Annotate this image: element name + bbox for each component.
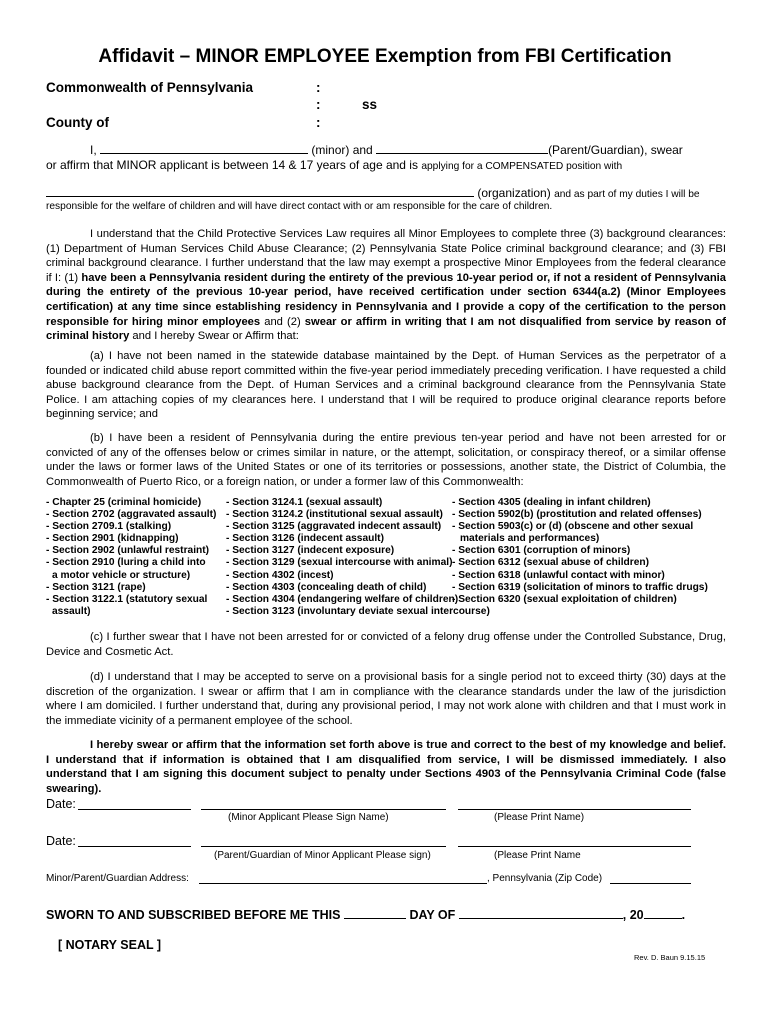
understand-bold-1: have been a Pennsylvania resident during the entirety of the previous 10-year period or, if not a resident of Pennsylvania during the entirety of the previous 10-year period, have received certification under section 6344(a.2) (Minor Employees certification) at any time since establishing residency in Pennsylvania and I provide a copy of the certification to the person responsible for hiring minor employees [46,271,727,328]
colon-2: : [316,97,321,112]
offense-item: - Section 3127 (indecent exposure) [226,545,395,557]
offense-item: - Section 6319 (solicitation of minors to traffic drugs) [452,581,708,593]
notary-seal: [ NOTARY SEAL ] [58,938,162,952]
oath-i: I, [90,143,97,157]
offense-item: - Section 6312 (sexual abuse of children) [452,557,650,569]
understand-paragraph [46,227,726,344]
understand-text-1: I understand that the Child Protective Services Law requires all Minor Employees to complete three (3) background clearances: (1) Department of Human Services Child Abuse Clearance; (2) Pennsylvania State Police criminal background clearance; and (3) FBI criminal background clearance. I further understand that the law may exempt a prospective Minor Employees from the federal clearance if I: (1) [46,228,726,284]
oath-org-tail: and as part of my duties I will be [554,189,700,200]
offense-item: - Section 4304 (endangering welfare of children) [226,593,459,605]
minor-name-field[interactable] [100,142,308,154]
offense-item: - Section 3123 (involuntary deviate sexual intercourse) [226,605,490,617]
sworn-month-field[interactable] [459,907,623,919]
offense-item: - Section 2709.1 (stalking) [46,521,172,533]
offense-item: - Section 4303 (concealing death of child) [226,581,427,593]
page-title: Affidavit – MINOR EMPLOYEE Exemption from FBI Certification [98,46,672,67]
offense-item: - Section 2702 (aggravated assault) [46,509,217,521]
offense-item: - Section 5903(c) or (d) (obscene and other sexual [452,521,694,533]
offense-item: - Section 4302 (incest) [226,569,334,581]
sworn-year-field[interactable] [644,907,682,919]
offense-item: - Section 4305 (dealing in infant children) [452,497,651,508]
date-field-2[interactable] [78,846,191,847]
organization-label: (organization) [477,186,551,200]
paragraph-c: (c) I further swear that I have not been arrested for or convicted of a felony drug offense under the Controlled Substance, Drug, Device and Cosmetic Act. [46,631,726,658]
offense-item: assault) [52,605,91,617]
date-label-1: Date: [46,797,76,811]
offense-item: - Section 2901 (kidnapping) [46,533,179,545]
commonwealth-label: Commonwealth of Pennsylvania [46,80,254,95]
offense-item: - Section 6318 (unlawful contact with minor) [452,569,665,581]
ss-label: ss [362,97,378,112]
sworn-period: . [681,908,686,922]
date-field-1[interactable] [78,809,191,810]
minor-signature-line[interactable] [201,809,446,810]
offense-item: - Chapter 25 (criminal homicide) [46,497,202,508]
sworn-line [46,907,685,922]
offense-item: - Section 5902(b) (prostitution and related offenses) [452,509,702,521]
minor-sign-caption: (Minor Applicant Please Sign Name) [228,812,389,823]
parent-signature-line[interactable] [201,846,446,847]
print-name-caption-2: (Please Print Name [494,850,581,861]
offense-item: - Section 3122.1 (statutory sexual [46,593,208,605]
offense-column-2 [226,497,490,618]
oath-line-1 [90,142,683,157]
offense-item: - Section 3124.2 (institutional sexual assault) [226,509,443,521]
offense-item: - Section 6320 (sexual exploitation of children) [452,593,677,605]
sworn-text: SWORN TO AND SUBSCRIBED BEFORE ME THIS [46,908,341,922]
swear-statement: I hereby swear or affirm that the information set forth above is true and correct to the best of my knowledge and belief. I understand that if information is obtained that I am disqualified from service, I will be dismissed immediately. I also understand that I am signing this document subject to penalty under Sections 4903 of the Pennsylvania Criminal Code (false swearing). [46,739,726,795]
sworn-year-prefix: , 20 [622,908,644,922]
parent-print-name-line[interactable] [458,846,691,847]
offense-item: a motor vehicle or structure) [52,569,191,581]
understand-bold-2: swear or affirm in writing that I am not disqualified from service by reason of criminal history [46,315,726,343]
oath-line-2a: or affirm that MINOR applicant is between 14 & 17 years of age and is [46,158,418,172]
minor-print-name-line[interactable] [458,809,691,810]
oath-line-2 [46,158,622,172]
oath-line-3 [46,185,700,200]
offense-item: - Section 3129 (sexual intercourse with animal) [226,557,453,569]
revision-note: Rev. D. Baun 9.15.15 [634,953,706,962]
parent-name-field[interactable] [376,142,548,154]
offense-item: - Section 3125 (aggravated indecent assault) [226,521,442,533]
colon-1: : [316,80,321,95]
print-name-caption-1: (Please Print Name) [494,812,585,823]
sworn-day-of: DAY OF [409,908,456,922]
offense-item: - Section 3126 (indecent assault) [226,533,384,545]
sworn-day-field[interactable] [344,907,406,919]
understand-text-2: and (2) [264,315,301,328]
oath-line-2b: applying for a COMPENSATED position with [421,161,623,172]
zip-field[interactable] [610,883,691,884]
offense-item: - Section 3124.1 (sexual assault) [226,497,383,508]
address-label: Minor/Parent/Guardian Address: [46,873,189,884]
offense-column-1 [46,497,216,618]
paragraph-d: (d) I understand that I may be accepted to serve on a provisional basis for a single period not to exceed thirty (30) days at the discretion of the organization. I swear or affirm that I am in compliance with the clearance standards under the law of the jurisdiction where I am domiciled. I further understand that, during any provisional period, I may not work alone with children and that I must work in the immediate vicinity of a permanent employee of the school. [46,671,726,727]
colon-3: : [316,115,321,130]
county-label: County of [46,115,109,130]
oath-minor-label: (minor) and [311,143,373,157]
offense-item: materials and performances) [460,533,600,545]
offense-item: - Section 3121 (rape) [46,581,146,593]
zip-label: , Pennsylvania (Zip Code) [487,873,603,884]
parent-sign-caption: (Parent/Guardian of Minor Applicant Please sign) [214,850,431,861]
offense-item: - Section 6301 (corruption of minors) [452,545,631,557]
oath-line-4: responsible for the welfare of children and will have direct contact with or am responsible for the care of children. [46,201,553,212]
paragraph-a: (a) I have not been named in the statewide database maintained by the Dept. of Human Services as the perpetrator of a founded or indicated child abuse report committed within the five-year period immediately preceding verification. I have requested a child abuse background clearance from the Dept. of Human Services and a criminal background clearance from the Pennsylvania State Police. I am attaching copies of my clearances here. I understand that I will be required to produce original clearance reports before beginning service; and [46,350,726,421]
offense-item: - Section 2902 (unlawful restraint) [46,545,210,557]
organization-field[interactable] [46,185,474,197]
date-label-2: Date: [46,834,76,848]
offense-column-3 [452,497,708,606]
oath-parent-label: (Parent/Guardian), swear [548,143,683,157]
paragraph-b: (b) I have been a resident of Pennsylvania during the entire previous ten-year period and have not been arrested for or convicted of any of the offenses below or crimes similar in nature, or the attempt, solicitation, or conspiracy thereof, or a similar offense under the laws or former laws of the United States or one of its territories or possessions, another state, the District of Columbia, the Commonwealth of Puerto Rico, or a foreign nation, or under a former law of this Commonwealth: [46,432,726,488]
understand-text-3: and I hereby Swear or Affirm that: [132,330,299,343]
offense-item: - Section 2910 (luring a child into [46,557,206,569]
address-field[interactable] [199,883,487,884]
